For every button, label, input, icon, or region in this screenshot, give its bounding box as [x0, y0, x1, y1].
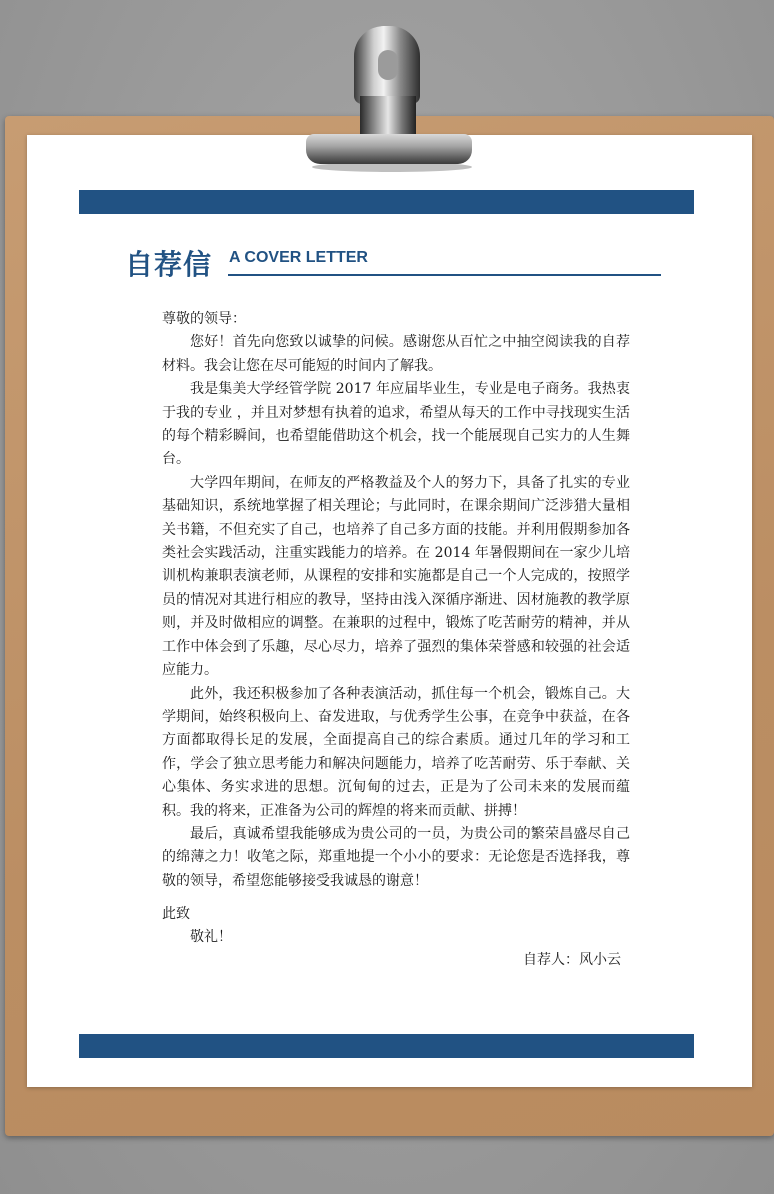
paragraph-university: 大学四年期间，在师友的严格教益及个人的努力下，具备了扎实的专业基础知识，系统地掌握了相关理论；与此同时，在课余期间广泛涉猎大量相关书籍，不但充实了自己，也培养了自己多方面的技能。并利用假期参加各类社会实践活动，注重实践能力的培养。在 2014 年暑假期间在一家少儿培训机构兼职表演老师，从课程的安排和实施都是自己一个人完成的，按照学员的情况对其进行相应的教导，坚持由浅入深循序渐进、因材施教的教学原则，并及时做相应的调整。在兼职的过程中，锻炼了吃苦耐劳的精神，并从工作中体会到了乐趣，尽心尽力，培养了强烈的集体荣誉感和较强的社会适应能力。 — [162, 474, 630, 679]
footer-band — [79, 1034, 694, 1058]
clip-base — [306, 134, 472, 164]
signature: 自荐人：风小云 — [523, 952, 621, 968]
letter-body — [162, 308, 630, 893]
paragraph-greeting: 您好！首先向您致以诚挚的问候。感谢您从百忙之中抽空阅读我的自荐材料。我会让您在尽可能短的时间内了解我。 — [162, 334, 630, 374]
clip-ring-hole — [378, 50, 398, 80]
salutation: 尊敬的领导： — [162, 311, 246, 327]
heading-title-cn: 自荐信 — [125, 248, 213, 281]
header-band — [79, 190, 694, 214]
paragraph-introduction: 我是集美大学经管学院 2017 年应届毕业生，专业是电子商务。我热衷于我的专业 ，并且对梦想有执着的追求，希望从每天的工作中寻找现实生活的每个精彩瞬间，也希望能借助这个机会，找一个能展现自己实力的人生舞台。 — [162, 381, 630, 468]
heading-title-en: A COVER LETTER — [229, 249, 368, 266]
binder-clip-icon — [298, 26, 480, 176]
heading-underline — [228, 274, 661, 276]
paragraph-conclusion: 最后，真诚希望我能够成为贵公司的一员，为贵公司的繁荣昌盛尽自己的绵薄之力！收笔之际，郑重地提一个小小的要求：无论您是否选择我，尊敬的领导，希望您能够接受我诚恳的谢意！ — [162, 825, 630, 889]
closing-salute: 敬礼！ — [190, 929, 232, 945]
paragraph-activities: 此外，我还积极参加了各种表演活动，抓住每一个机会，锻炼自己。大学期间，始终积极向上、奋发进取，与优秀学生公事，在竞争中获益，在各方面都取得长足的发展，全面提高自己的综合素质。通过几年的学习和工作，学会了独立思考能力和解决问题能力，培养了吃苦耐劳、乐于奉献、关心集体、务实求进的思想。沉甸甸的过去，正是为了公司未来的发展而蕴积。我的将来，正准备为公司的辉煌的将来而贡献、拼搏！ — [162, 685, 630, 819]
closing-phrase: 此致 — [162, 906, 190, 922]
letter-heading — [125, 243, 665, 283]
